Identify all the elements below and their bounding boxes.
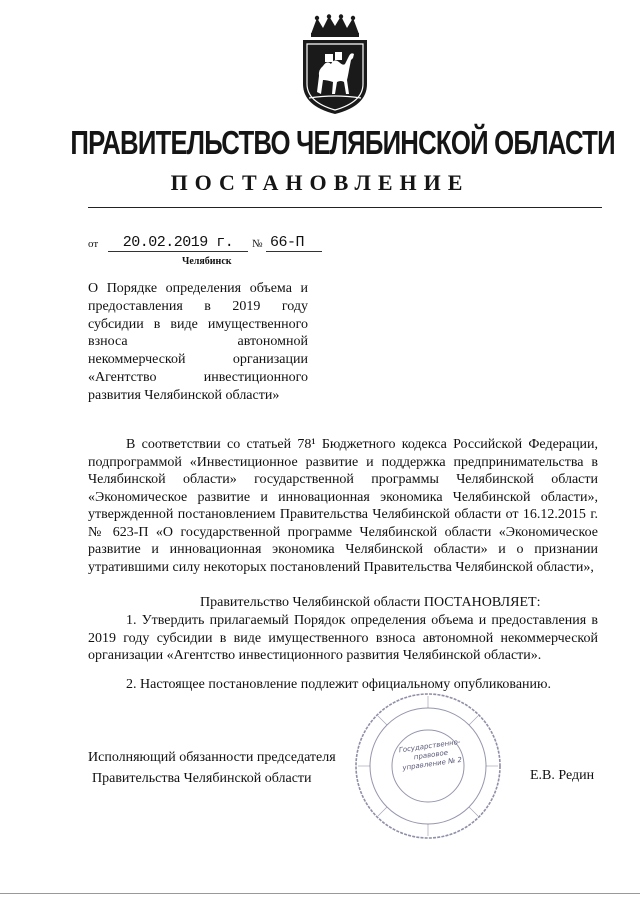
number-label: № [252, 238, 263, 250]
coat-of-arms-icon [297, 14, 373, 116]
signer-role-line: Исполняющий обязанности председателя [88, 750, 336, 765]
stamp-label: Государственно-правовое управление № 2 [398, 737, 463, 773]
footer-divider [0, 893, 640, 894]
document-subject [88, 280, 308, 405]
decree-statement: Правительство Челябинской области ПОСТАНОВЛЯЕТ: [200, 595, 541, 610]
subject-line: предоставления в 2019 году [88, 298, 308, 314]
subject-line: развития Челябинской области» [88, 387, 280, 403]
government-title: ПРАВИТЕЛЬСТВО ЧЕЛЯБИНСКОЙ ОБЛАСТИ [70, 124, 615, 161]
subject-line: субсидии в виде имущественного [88, 316, 308, 332]
header-divider [88, 207, 602, 208]
document-type-heading: ПОСТАНОВЛЕНИЕ [170, 170, 470, 195]
subject-line: некоммерческой организации [88, 352, 308, 368]
decree-item-1: 1. Утвердить прилагаемый Порядок определения объема и предоставления в 2019 году субсидии в виде имущественного взноса автономной некоммерческой организации «Агентство инвестиционного развития Челябинской области». [88, 613, 598, 663]
decree-item-2: 2. Настоящее постановление подлежит официальному опубликованию. [126, 677, 551, 692]
document-date: 20.02.2019 г. [108, 234, 248, 252]
signer-role [88, 747, 358, 789]
signer-name: Е.В. Редин [530, 768, 595, 783]
document-date-number [88, 234, 318, 254]
subject-line: О Порядке определения объема и [88, 281, 308, 296]
date-prefix: от [88, 238, 99, 250]
signer-role-line: Правительства Челябинской области [92, 771, 312, 786]
subject-line: взноса автономной [88, 334, 308, 350]
document-number: 66-П [266, 234, 322, 252]
city-label: Челябинск [182, 256, 232, 267]
subject-line: «Агентство инвестиционного [88, 369, 308, 385]
preamble-paragraph: В соответствии со статьей 78¹ Бюджетного кодекса Российской Федерации, подпрограммой «Инвестиционное развитие и поддержка предпринимательства в Челябинской области» государственной программы Челябинской области «Экономическое развитие и инновационная экономика Челябинской области», утвержденной постановлением Правительства Челябинской области от 16.12.2015 г. № 623-П «О государственной программе Челябинской области «Экономическое развитие и инновационная экономика Челябинской области» и о признании утратившими силу некоторых постановлений Правительства Челябинской области», [88, 437, 598, 575]
